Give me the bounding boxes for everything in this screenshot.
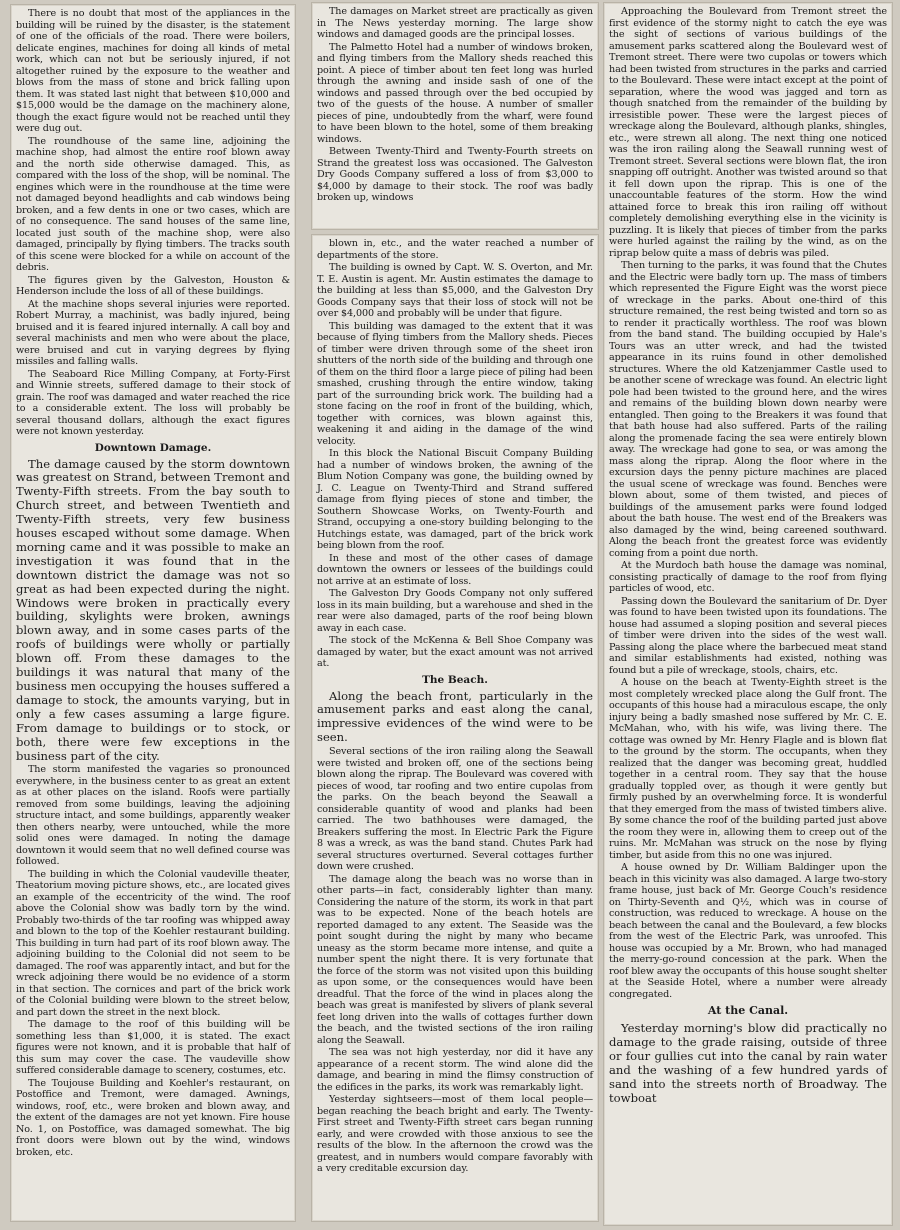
section-heading-the-beach: The Beach. [422, 673, 488, 686]
article-paragraph: The Seaboard Rice Milling Company, at Forty-First and Winnie streets, suffered damage to their stock of grain. The roof was damaged and water reached the rice to a considerable extent. The loss will probably be several thousand dollars, although the exact figures were not known yesterday. [16, 368, 290, 437]
article-paragraph: Along the beach front, particularly in the amusement parks and east along the canal, impressive evidences of the wind were to be seen. [317, 688, 593, 745]
article-paragraph: blown in, etc., and the water reached a number of departments of the store. [317, 238, 593, 261]
clipping-column-2-top [311, 2, 599, 230]
article-paragraph: Between Twenty-Third and Twenty-Fourth streets on Strand the greatest loss was occasioned. The Galveston Dry Goods Company suffered a loss of from $3,000 to $4,000 by damage to their stock. The roof was badly broken up, windows [317, 146, 593, 203]
article-paragraph: There is no doubt that most of the appliances in the building will be ruined by the disaster, is the statement of one of the officials of the road. There were boilers, delicate engines, machines for doing all kinds of metal work, which can not but be seriously injured, if not altogether ruined by the exposure to the weather and blows from the mass of stone and brick falling upon them. It was stated last night that between $10,000 and $15,000 would be the damage on the machinery alone, though the exact figure would not be reached until they were dug out. [16, 8, 290, 134]
article-paragraph: Several sections of the iron railing along the Seawall were twisted and broken off, one of the sections being blown along the riprap. The Boulevard was covered with pieces of wood, tar roofing and two entire cupolas from the parks. On the beach beyond the Seawall a considerable quantity of wood and planks had been carried. The two bathhouses were damaged, the Breakers suffering the most. In Electric Park the Figure 8 was a wreck, as was the band stand. Chutes Park had several structures overturned. Several cottages further down were crushed. [317, 746, 593, 873]
article-paragraph: In this block the National Biscuit Company Building had a number of windows broken, the awning of the Blum Notion Company was gone, the building owned by J. C. League on Twenty-Third and Strand suffered damage from flying pieces of stone and timber, the Southern Showcase Works, on Twenty-Fourth and Strand, occupying a one-story building belonging to the Hutchings estate, was damaged, part of the brick work being blown from the roof. [317, 448, 593, 551]
article-paragraph: The building is owned by Capt. W. S. Overton, and Mr. T. E. Austin is agent. Mr. Austin estimates the damage to the building at less than $5,000, and the Galveston Dry Goods Company says that their loss of stock will not be over $4,000 and probably will be under that figure. [317, 262, 593, 319]
section-heading-at-the-canal: At the Canal. [707, 1004, 789, 1017]
article-paragraph: The stock of the McKenna & Bell Shoe Company was damaged by water, but the exact amount was not arrived at. [317, 635, 593, 669]
article-paragraph: Then turning to the parks, it was found that the Chutes and the Electric were badly torn up. The mass of timbers which represented the Figure Eight was the worst piece of wreckage in the parks. About one-third of this structure remained, the rest being twisted and torn so as to render it practically worthless. The roof was blown from the band stand. The building occupied by Hale's Tours was an utter wreck, and had the twisted appearance in its ruins found in other demolished structures. Where the old Katzenjammer Castle used to be another scene of wreckage was found. An electric light pole had been twisted to the ground here, and the wires and remains of the building blown down nearby were entangled. Then going to the Breakers it was found that that bath house had also suffered. Parts of the railing along the promenade facing the sea were entirely blown away. The wreckage had gone to sea, or was among the mass along the riprap. Along the floor where in the excursion days the penny picture machines are placed the usual scene of wreckage was found. Benches were blown about, some of them twisted, and pieces of buildings of the amusement parks were found lodged about the bath house. The west end of the Breakers was also damaged by the wind, being careened southward. Along the beach front the greatest force was evidently coming from a point due north. [609, 260, 887, 559]
article-paragraph: The figures given by the Galveston, Houston & Henderson include the loss of all of these buildings. [16, 274, 290, 297]
article-paragraph: At the machine shops several injuries were reported. Robert Murray, a machinist, was badly injured, being bruised and it is feared injured internally. A call boy and several machinists and men who were about the place, were bruised and cut in varying degrees by flying missiles and falling walls. [16, 298, 290, 367]
article-paragraph: This building was damaged to the extent that it was because of flying timbers from the Mallory sheds. Pieces of timber were driven through some of the sheet iron shutters of the north side of the building and through one of them on the third floor a large piece of piling had been smashed, crushing through the entire window, taking part of the surrounding brick work. The building had a stone facing on the roof in front of the building, which, together with cornices, was blown against this, weakening it and aiding in the damage of the wind velocity. [317, 320, 593, 447]
section-heading-downtown-damage: Downtown Damage. [94, 441, 212, 454]
article-paragraph: Yesterday sightseers—most of them local people—began reaching the beach bright and early. The Twenty-First street and Twenty-Fifth street cars began running early, and were crowded with those anxious to see the results of the blow. In the afternoon the crowd was the greatest, and in numbers would compare favorably with a very creditable excursion day. [317, 1094, 593, 1175]
article-paragraph: At the Murdoch bath house the damage was nominal, consisting practically of damage to the roof from flying particles of wood, etc. [609, 560, 887, 594]
article-paragraph: The roundhouse of the same line, adjoining the machine shop, had almost the entire roof blown away and the north side otherwise damaged. This, as compared with the loss of the shop, will be nominal. The engines which were in the roundhouse at the time were not damaged beyond headlights and cab windows being broken, and a few dents in one or two cases, which are of no consequence. The sand houses of the same line, located just south of the machine shop, were also damaged, principally by flying timbers. The tracks south of this scene were blocked for a while on account of the debris. [16, 135, 290, 273]
clipping-column-3 [603, 2, 893, 1226]
clipping-column-1 [10, 4, 296, 1222]
article-paragraph: The Galveston Dry Goods Company not only suffered loss in its main building, but a warehouse and shed in the rear were also damaged, parts of the roof being blown away in each case. [317, 588, 593, 634]
article-paragraph: Passing down the Boulevard the sanitarium of Dr. Dyer was found to have been twisted upon its foundations. The house had assumed a sloping position and several pieces of timber were driven into the sides of the west wall. Passing along the place where the barbecued meat stand and similar establishments had existed, nothing was found but a pile of wreckage, stools, chairs, etc. [609, 595, 887, 676]
article-paragraph: The damage caused by the storm downtown was greatest on Strand, between Tremont and Twenty-Fifth streets. From the bay south to Church street, and between Twentieth and Twenty-Fifth streets, very few business houses escaped without some damage. When morning came and it was possible to make an investigation it was found that in the downtown district the damage was not so great as had been expected during the night. Windows were broken in practically every building, skylights were broken, awnings blown away, and in some cases parts of the roofs of buildings were wholly or partially blown off. From these damages to the buildings it was natural that many of the business men occupying the houses suffered a damage to stock, the amounts varying, but in only a few cases assuming a large figure. From damage to buildings or to stock, or both, there were few exceptions in the business part of the city. [16, 456, 290, 763]
article-paragraph: The damage to the roof of this building will be something less than $1,000, it is stated. The exact figures were not known, and it is probable that half of this sum may cover the case. The vaudeville show suffered considerable damage to scenery, costumes, etc. [16, 1019, 290, 1077]
article-paragraph: The storm manifested the vagaries so pronounced everywhere, in the business center to as great an extent as at other places on the island. Roofs were partially removed from some buildings, leaving the adjoining structure intact, and some buildings, apparently weaker then others nearby, were untouched, while the more solid ones were damaged. In noting the damage downtown it would seem that no well defined course was followed. [16, 764, 290, 868]
article-paragraph: A house on the beach at Twenty-Eighth street is the most completely wrecked place along the Gulf front. The occupants of this house had a miraculous escape, the only injury being a badly smashed nose suffered by Mr. C. E. McMahan, who, with his wife, was living there. The cottage was owned by Mr. Henry Flagle and is blown flat to the ground by the storm. The occupants, when they realized that the danger was becoming great, huddled together in a central room. They say that the house gradually toppled over, as though it were gently but firmly pushed by an overwhelming force. It is wonderful that they emerged from the mass of twisted timbers alive. By some chance the roof of the building parted just above the room they were in, allowing them to creep out of the ruins. Mr. McMahan was struck on the nose by flying timber, but aside from this no one was injured. [609, 677, 887, 861]
article-paragraph: The Toujouse Building and Koehler's restaurant, on Postoffice and Tremont, were damaged. Awnings, windows, roof, etc., were broken and blown away, and the extent of the damages are not yet known. Fire house No. 1, on Postoffice, was damaged somewhat. The big front doors were blown out by the wind, windows broken, etc. [16, 1077, 290, 1158]
article-paragraph: A house owned by Dr. William Baldinger upon the beach in this vicinity was also damaged. A large two-story frame house, just back of Mr. George Couch's residence on Thirty-Seventh and Q½, which was in course of construction, was reduced to wreckage. A house on the beach between the canal and the Boulevard, a few blocks from the west of the Electric Park, was unroofed. This house was occupied by a Mr. Brown, who had managed the merry-go-round concession at the park. When the roof blew away the occupants of this house sought shelter at the Seaside Hotel, where a number were already congregated. [609, 862, 887, 1000]
article-paragraph: The building in which the Colonial vaudeville theater, Theatorium moving picture shows, etc., are located gives an example of the eccentricity of the wind. The roof above the Colonial show was badly torn by the wind. Probably two-thirds of the tar roofing was whipped away and blown to the top of the Koehler restaurant building. This building in turn had part of its roof blown away. The adjoining building to the Colonial did not seem to be damaged. The roof was apparently intact, and but for the wreck adjoining there would be no evidence of a storm in that section. The cornices and part of the brick work of the Colonial building were blown to the street below, and part down the street in the next block. [16, 868, 290, 1018]
article-paragraph: The damages on Market street are practically as given in The News yesterday morning. The large show windows and damaged goods are the principal losses. [317, 6, 593, 40]
article-paragraph: In these and most of the other cases of damage downtown the owners or lessees of the buildings could not arrive at an estimate of loss. [317, 552, 593, 587]
article-paragraph: The Palmetto Hotel had a number of windows broken, and flying timbers from the Mallory sheds reached this point. A piece of timber about ten feet long was hurled through the awning and inside sash of one of the windows and passed through over the bed occupied by two of the guests of the house. A number of smaller pieces of pine, undoubtedly from the wharf, were found to have been blown to the hotel, some of them breaking windows. [317, 41, 593, 145]
article-paragraph: The sea was not high yesterday, nor did it have any appearance of a recent storm. The wind alone did the damage, and bearing in mind the flimsy construction of the edifices in the parks, its work was remarkably light. [317, 1047, 593, 1093]
article-paragraph: Yesterday morning's blow did practically no damage to the grade raising, outside of three or four gullies cut into the canal by rain water and the washing of a few hundred yards of sand into the streets north of Broadway. The towboat [609, 1021, 887, 1105]
article-paragraph: The damage along the beach was no worse than in other parts—in fact, considerably lighter than many. Considering the nature of the storm, its work in that part was to be expected. None of the beach hotels are reported damaged to any extent. The Seaside was the point sought during the night by many who became uneasy as the storm became more intense, and quite a number spent the night there. It is very fortunate that the force of the storm was not visited upon this building as upon some, or the consequences would have been dreadful. That the force of the wind in places along the beach was great is manifested by slivers of plank several feet long driven into the walls of cottages further down the beach, and the twisted sections of the iron railing along the Seawall. [317, 873, 593, 1046]
article-paragraph: Approaching the Boulevard from Tremont street the first evidence of the stormy night to catch the eye was the sight of sections of various buildings of the amusement parks scattered along the Boulevard west of Tremont street. There were two cupolas or towers which had been twisted from structures in the parks and carried to the Boulevard. These were intact except at the point of separation, where the wood was jagged and torn as though snatched from the remainder of the building by irresistible power. These were the largest pieces of wreckage along the Boulevard, although planks, shingles, etc., were strewn all along. The next thing one noticed was the iron railing along the Seawall running west of Tremont street. Several sections were blown flat, the iron snapping off outright. Another was twisted around so that it fell down upon the riprap. This is one of the unaccountable features of the storm. How the wind attained force to break this iron railing off without completely demolishing everything else in the vicinity is puzzling. It is likely that pieces of timber from the parks were hurled against the railing by the wind, as on the riprap below quite a mass of debris was piled. [609, 6, 887, 259]
clipping-column-2-bottom [311, 234, 599, 1222]
